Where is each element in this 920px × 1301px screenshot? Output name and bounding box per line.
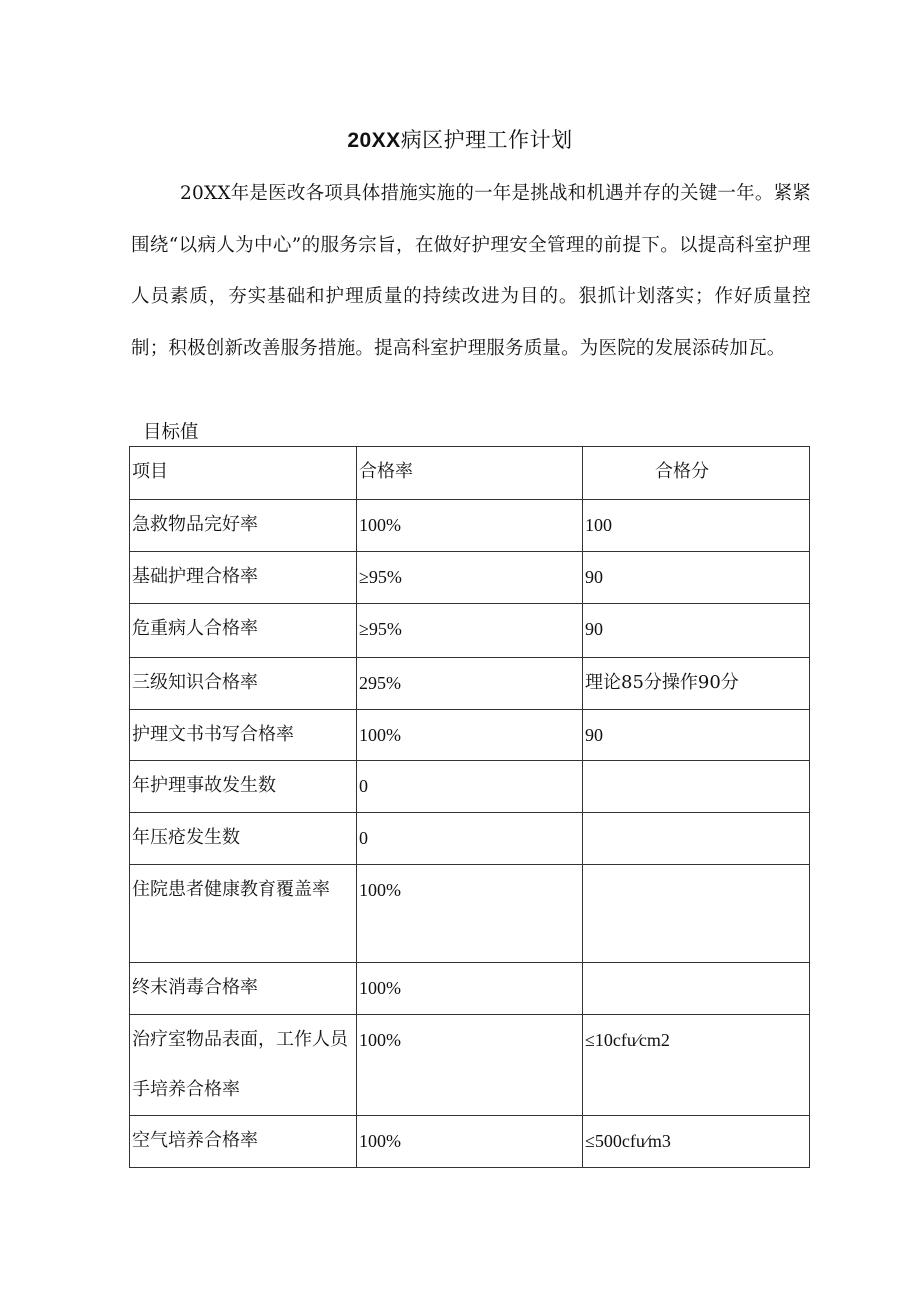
- table-row: [130, 658, 810, 710]
- header-cell-score: 合格分: [583, 447, 810, 500]
- cell-rate: ≥95%: [357, 552, 583, 604]
- cell-rate: 295%: [357, 658, 583, 710]
- cell-item: 基础护理合格率: [130, 552, 357, 604]
- cell-item: 护理文书书写合格率: [130, 710, 357, 761]
- cell-item: 年护理事故发生数: [130, 761, 357, 813]
- cell-score: [583, 865, 810, 963]
- cell-rate: 100%: [357, 963, 583, 1015]
- cell-item: 三级知识合格率: [130, 658, 357, 710]
- intro-paragraph: 20XX年是医改各项具体措施实施的一年是挑战和机遇并存的关键一年。紧紧围绕“以病人为中心”的服务宗旨，在做好护理安全管理的前提下。以提高科室护理人员素质，夯实基础和护理质量的持续改进为目的。狠抓计划落实；作好质量控制；积极创新改善服务措施。提高科室护理服务质量。为医院的发展添砖加瓦。: [131, 183, 811, 359]
- cell-item: 急救物品完好率: [130, 500, 357, 552]
- cell-rate: 0: [357, 813, 583, 865]
- cell-item: 年压疮发生数: [130, 813, 357, 865]
- cell-rate: 100%: [357, 865, 583, 963]
- page-title: [0, 123, 920, 158]
- table-row: [130, 963, 810, 1015]
- title-year: 20XX: [347, 129, 401, 152]
- cell-score: [583, 813, 810, 865]
- cell-rate: 100%: [357, 500, 583, 552]
- header-cell-rate: 合格率: [357, 447, 583, 500]
- cell-score: 100: [583, 500, 810, 552]
- cell-item: 治疗室物品表面，工作人员手培养合格率: [130, 1015, 357, 1116]
- cell-score: 90: [583, 710, 810, 761]
- cell-rate: ≥95%: [357, 604, 583, 658]
- cell-score: 90: [583, 552, 810, 604]
- table-row: [130, 500, 810, 552]
- table-row: [130, 865, 810, 963]
- table-caption: 目标值: [143, 422, 199, 443]
- cell-score: [583, 963, 810, 1015]
- table-row: [130, 813, 810, 865]
- cell-score: 理论85分操作90分: [583, 658, 810, 710]
- cell-rate: 100%: [357, 1015, 583, 1116]
- header-cell-item: 项目: [130, 447, 357, 500]
- cell-rate: 100%: [357, 1116, 583, 1168]
- table-row: [130, 761, 810, 813]
- title-text: 病区护理工作计划: [400, 128, 573, 152]
- table-header-row: [130, 447, 810, 500]
- target-values-table: [129, 446, 810, 1168]
- cell-rate: 0: [357, 761, 583, 813]
- cell-score: ≤500cfu∕m3: [583, 1116, 810, 1168]
- cell-item: 终末消毒合格率: [130, 963, 357, 1015]
- cell-item: 危重病人合格率: [130, 604, 357, 658]
- cell-score: [583, 761, 810, 813]
- cell-item: 空气培养合格率: [130, 1116, 357, 1168]
- table-row: [130, 552, 810, 604]
- table-row: [130, 1015, 810, 1116]
- cell-score: 90: [583, 604, 810, 658]
- table-row: [130, 604, 810, 658]
- table-row: [130, 710, 810, 761]
- cell-rate: 100%: [357, 710, 583, 761]
- table-row: [130, 1116, 810, 1168]
- cell-score: ≤10cfu∕cm2: [583, 1015, 810, 1116]
- cell-item: 住院患者健康教育覆盖率: [130, 865, 357, 963]
